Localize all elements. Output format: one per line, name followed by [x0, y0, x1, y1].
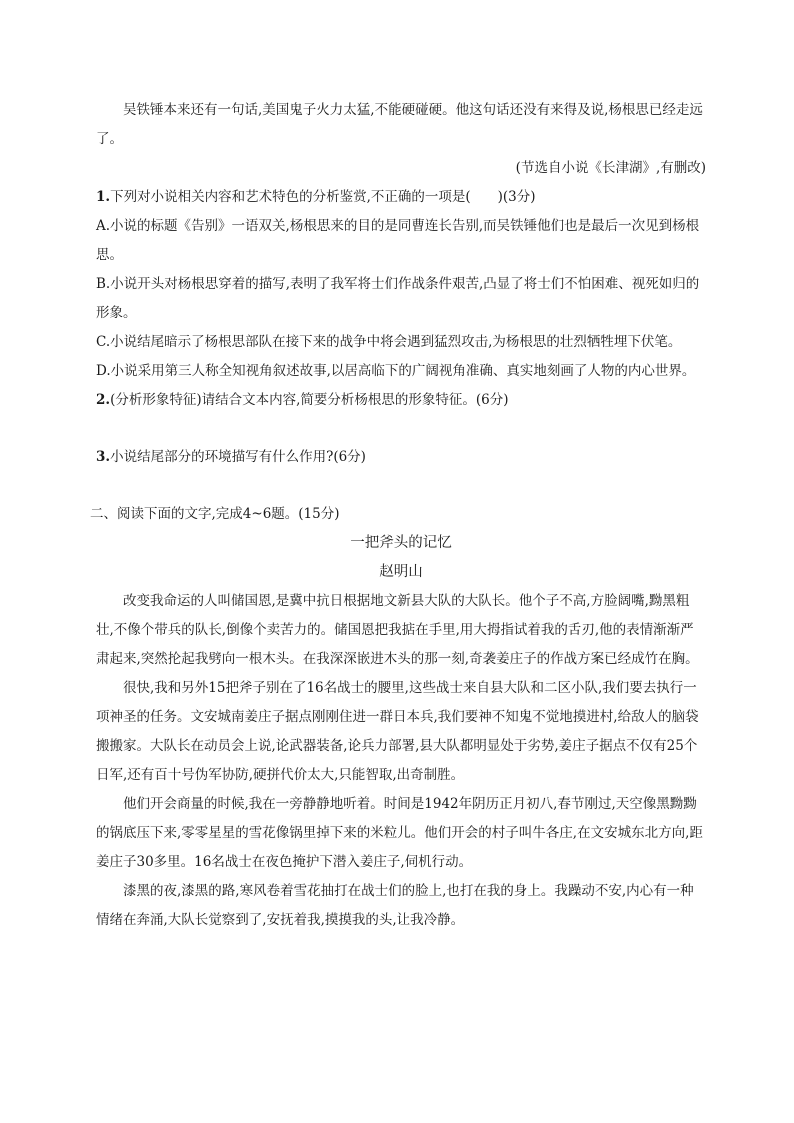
source-note: (节选自小说《长津湖》,有删改): [515, 160, 706, 176]
option-c: C.小说结尾暗示了杨根思部队在接下来的战争中将会遇到猛烈攻击,为杨根思的壮烈牺牲埋下伏笔。: [96, 334, 682, 350]
section-2-heading: 二、阅读下面的文字,完成4~6题。(15分): [90, 506, 340, 522]
answer-space-2: [96, 415, 706, 443]
option-b: B.小说开头对杨根思穿着的描写,表明了我军将士们作战条件艰苦,凸显了将士们不怕困难、视死如归的形象。: [96, 276, 700, 321]
question-3-stem: 小说结尾部分的环境描写有什么作用?(6分): [110, 449, 366, 465]
article-paragraph-3: 他们开会商量的时候,我在一旁静静地听着。时间是1942年阴历正月初八,春节刚过,天空像黑黝黝的锅底压下来,零零星星的雪花像锅里掉下来的米粒儿。他们开会的村子叫牛各庄,在文安城东北方向,距姜庄子30多里。16名战士在夜色掩护下潜入姜庄子,伺机行动。: [96, 796, 703, 870]
question-3: [96, 443, 706, 472]
question-2-stem: (分析形象特征)请结合文本内容,简要分析杨根思的形象特征。(6分): [110, 392, 509, 408]
question-1-number: 1.: [96, 189, 111, 205]
article-paragraph-1: 改变我命运的人叫储国恩,是冀中抗日根据地文新县大队的大队长。他个子不高,方脸阔嘴,黝黑粗壮,不像个带兵的队长,倒像个卖苦力的。储国恩把我掂在手里,用大拇指试着我的舌刃,他的表情渐渐严肃起来,突然抡起我劈向一根木头。在我深深嵌进木头的那一刻,奇袭姜庄子的作战方案已经成竹在胸。: [96, 593, 699, 667]
document-page: [90, 96, 706, 935]
article-paragraph-4: 漆黑的夜,漆黑的路,寒风卷着雪花抽打在战士们的脸上,也打在我的身上。我躁动不安,内心有一种情绪在奔涌,大队长觉察到了,安抚着我,摸摸我的头,让我冷静。: [96, 883, 694, 928]
option-a: A.小说的标题《告别》一语双关,杨根思来的目的是同曹连长告别,而吴铁锤他们也是最后一次见到杨根思。: [96, 218, 700, 263]
question-1-stem: 下列对小说相关内容和艺术特色的分析鉴赏,不正确的一项是( )(3分): [110, 189, 536, 205]
passage-end-paragraph: 吴铁锤本来还有一句话,美国鬼子火力太猛,不能硬碰硬。他这句话还没有来得及说,杨根思已经走远了。: [96, 102, 703, 147]
article-author: 赵明山: [379, 564, 423, 580]
question-3-number: 3.: [96, 449, 111, 465]
article-title: 一把斧头的记忆: [350, 535, 452, 551]
question-2: [96, 386, 706, 415]
option-d: D.小说采用第三人称全知视角叙述故事,以居高临下的广阔视角准确、真实地刻画了人物的内心世界。: [96, 363, 696, 379]
article-paragraph-2: 很快,我和另外15把斧子别在了16名战士的腰里,这些战士来自县大队和二区小队,我们要去执行一项神圣的任务。文安城南姜庄子据点刚刚住进一群日本兵,我们要神不知鬼不觉地摸进村,给敌人的脑袋搬搬家。大队长在动员会上说,论武器装备,论兵力部署,县大队都明显处于劣势,姜庄子据点不仅有25个日军,还有百十号伪军协防,硬拼代价太大,只能智取,出奇制胜。: [96, 680, 699, 783]
answer-space-3: [96, 472, 706, 500]
question-1: [96, 183, 706, 212]
question-2-number: 2.: [96, 392, 111, 408]
